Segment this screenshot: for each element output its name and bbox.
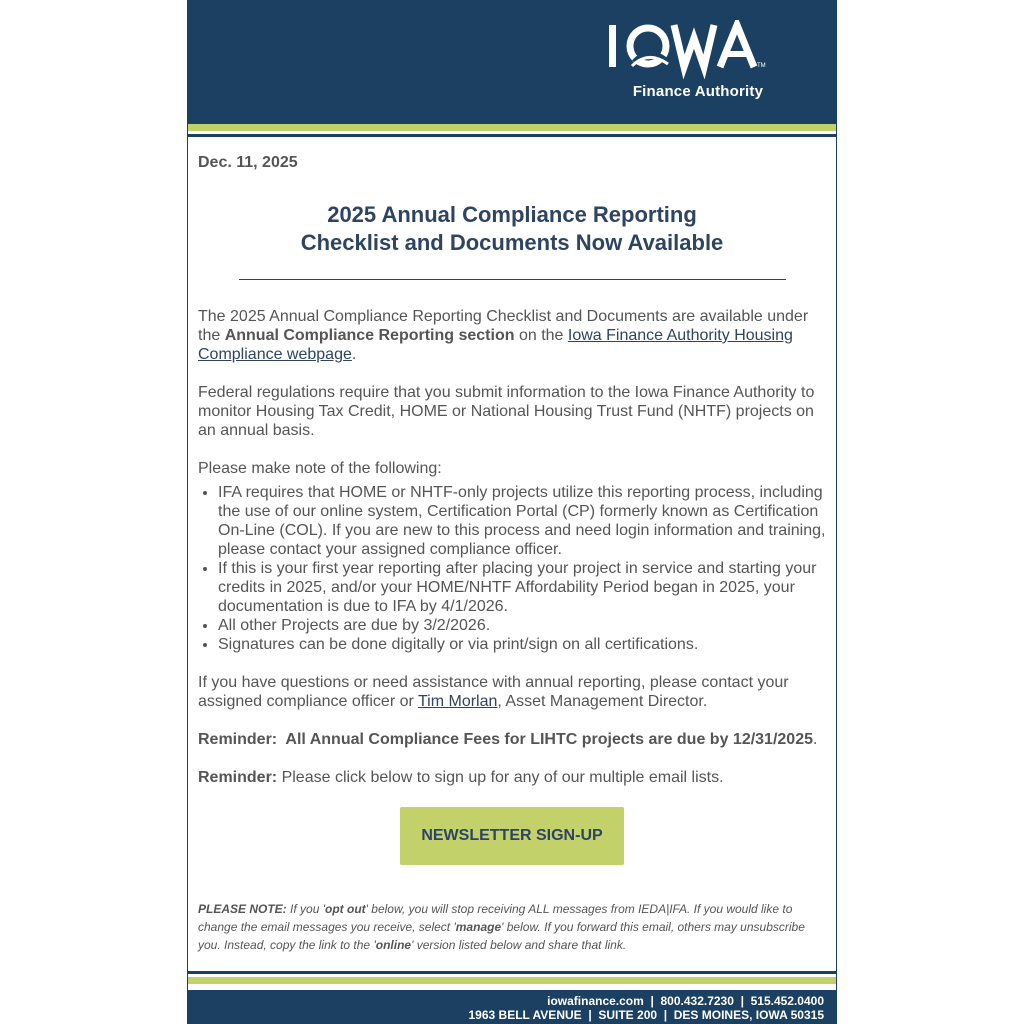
newsletter-signup-button[interactable]: NEWSLETTER SIGN-UP	[400, 807, 624, 865]
reminder-label: Reminder:	[198, 731, 278, 748]
please-note-text: ' below. If you forward this email, others may unsubscribe you. Instead, copy the link to the '	[198, 920, 805, 952]
please-note	[198, 900, 826, 954]
title-divider	[239, 279, 786, 280]
contact-text: If you have questions or need assistance with annual reporting, please contact your assigned compliance officer or	[198, 674, 789, 710]
main-content	[198, 150, 826, 954]
header-banner	[188, 0, 836, 124]
please-note-text: If you '	[286, 902, 325, 916]
regulations-paragraph: Federal regulations require that you submit information to the Iowa Finance Authority to monitor Housing Tax Credit, HOME or National Housing Trust Fund (NHTF) projects on an annual basis.	[198, 384, 815, 439]
title-line-1: 2025 Annual Compliance Reporting	[327, 202, 697, 227]
notes-list	[198, 483, 826, 654]
please-note-text: ' below, you will stop receiving ALL messages from IEDA|IFA. If you would like to change the email messages you receive, select '	[198, 902, 793, 934]
intro-text: The 2025 Annual Compliance Reporting Checklist and Documents are available under the	[198, 308, 809, 344]
footer-address-line: 1963 BELL AVENUE | SUITE 200 | DES MOINES, IOWA 50315	[468, 1008, 824, 1022]
logo-subtitle: Finance Authority	[632, 83, 764, 100]
contact-text-2: , Asset Management Director.	[497, 693, 708, 710]
page-title	[198, 201, 826, 257]
intro-paragraph	[198, 307, 826, 364]
iowa-logo-icon	[596, 20, 796, 80]
list-item: • IFA requires that HOME or NHTF-only projects utilize this reporting process, including the use of our online system, Certification Portal (CP) formerly known as Certification On-Line (COL). If you are new to this process and need login information and training, please contact your assigned compliance officer.	[218, 483, 826, 559]
please-note-label: PLEASE NOTE:	[198, 902, 287, 916]
iowa-logo[interactable]	[596, 20, 796, 104]
intro-text-3: .	[351, 346, 357, 363]
reminder-end: .	[813, 731, 818, 748]
list-item: • Signatures can be done digitally or via print/sign on all certifications.	[218, 635, 826, 654]
list-item: • All other Projects are due by 3/2/2026.	[218, 616, 826, 635]
reminder-signup-text: Please click below to sign up for any of our multiple email lists.	[277, 769, 724, 786]
svg-text:TM: TM	[757, 63, 766, 69]
online-text: online	[375, 938, 412, 952]
note-intro: Please make note of the following:	[198, 460, 442, 477]
footer	[188, 990, 836, 1024]
list-item: • If this is your first year reporting after placing your project in service and starting your credits in 2025, and/or your HOME/NHTF Affordability Period began in 2025, your documentation is due to IFA by 4/1/2026.	[218, 559, 826, 616]
button-container	[198, 807, 826, 865]
footer-contact-line: iowafinance.com | 800.432.7230 | 515.452.0400	[547, 994, 824, 1008]
title-line-2: Checklist and Documents Now Available	[300, 230, 724, 255]
reminder-signup	[198, 768, 826, 787]
intro-bold: Annual Compliance Reporting section	[224, 327, 515, 344]
please-note-text: ' version listed below and share that link.	[411, 938, 627, 952]
housing-compliance-link[interactable]: Iowa Finance Authority Housing Compliance webpage	[198, 327, 793, 363]
tim-morlan-link[interactable]: Tim Morlan	[417, 693, 498, 710]
contact-paragraph	[198, 673, 826, 711]
reminder-fees	[198, 730, 826, 749]
reminder-fees-text: All Annual Compliance Fees for LIHTC projects are due by 12/31/2025	[277, 731, 813, 748]
header-divider	[188, 124, 836, 137]
footer-divider	[188, 971, 836, 987]
reminder-label: Reminder:	[198, 769, 278, 786]
email-body	[187, 0, 837, 1024]
date: Dec. 11, 2025	[198, 154, 298, 171]
opt-out-text: opt out	[325, 902, 366, 916]
manage-text: manage	[455, 920, 502, 934]
intro-text-2: on the	[514, 327, 568, 344]
